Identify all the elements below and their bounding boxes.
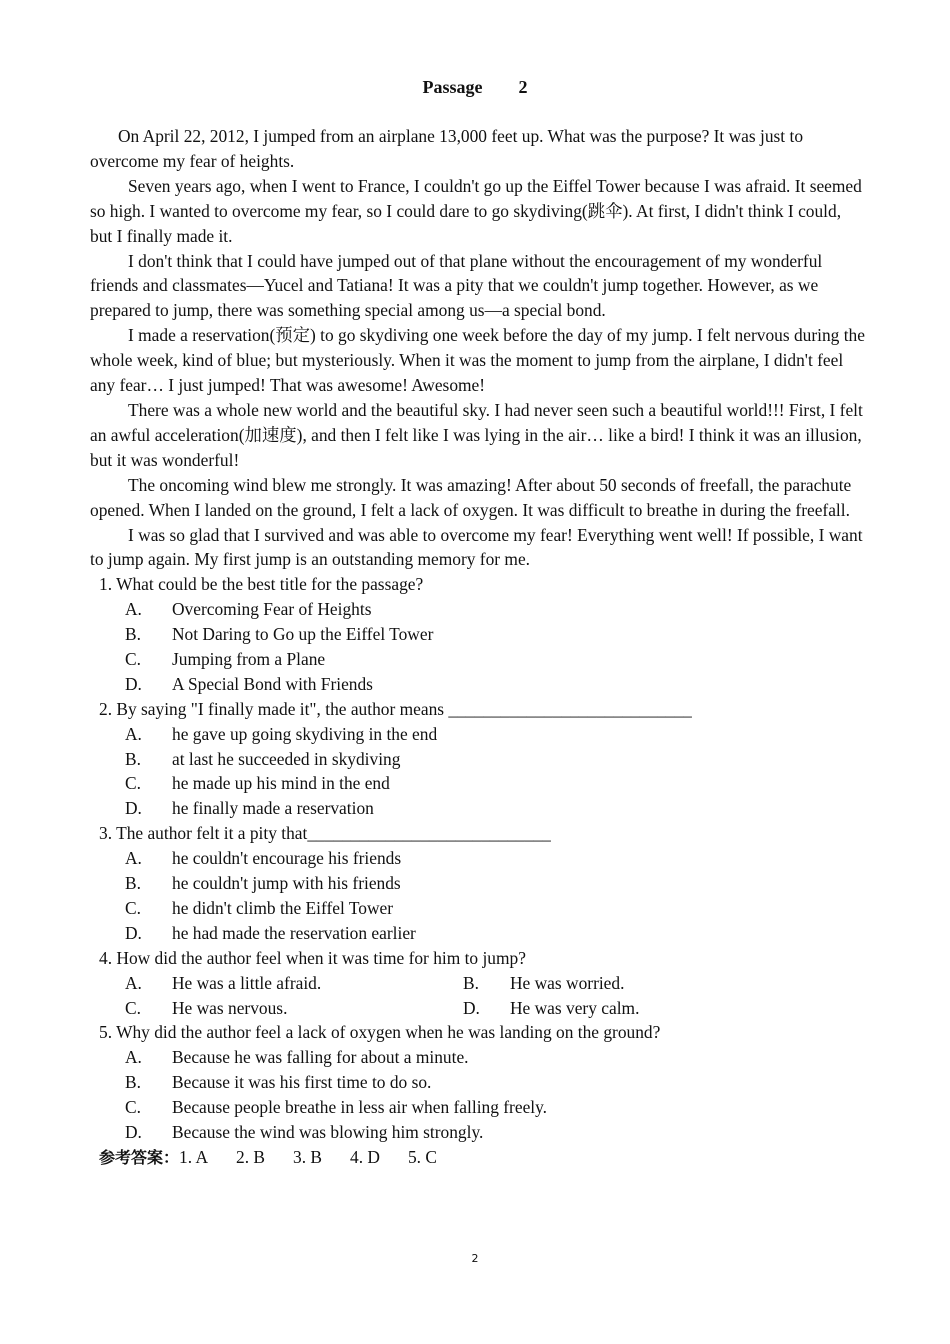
passage-paragraph: On April 22, 2012, I jumped from an airplane 13,000 feet up. What was the purpose? It was just to overcome my fear of heights. <box>90 126 804 171</box>
option-letter: A. <box>125 848 142 869</box>
option-c <box>90 647 865 672</box>
option-c <box>90 1095 865 1120</box>
option-text: Jumping from a Plane <box>172 649 326 669</box>
question-stem: 4. How did the author feel when it was time for him to jump? <box>99 947 526 968</box>
question-stem: 5. Why did the author feel a lack of oxygen when he was landing on the ground? <box>99 1022 661 1043</box>
option-letter: A. <box>125 1047 142 1068</box>
option-letter: B. <box>125 624 141 645</box>
option-b <box>90 747 865 772</box>
option-text: Because people breathe in less air when falling freely. <box>172 1097 548 1118</box>
option-text: He was a little afraid. <box>172 972 322 993</box>
option-letter: C. <box>125 1097 141 1118</box>
option-a <box>90 1045 865 1070</box>
passage-title <box>0 74 950 100</box>
option-text: he couldn't encourage his friends <box>172 848 402 869</box>
option-text: Overcoming Fear of Heights <box>172 599 372 620</box>
option-text: Because he was falling for about a minute. <box>172 1047 469 1068</box>
option-letter: A. <box>125 599 142 620</box>
option-text: He was nervous. <box>172 997 288 1018</box>
option-d <box>90 1120 865 1145</box>
option-text: he didn't climb the Eiffel Tower <box>172 897 394 918</box>
option-row <box>90 996 865 1021</box>
option-c <box>90 771 865 796</box>
option-letter: C. <box>125 997 141 1018</box>
question-stem: 1. What could be the best title for the passage? <box>99 574 424 595</box>
answer-key-label: 参考答案： <box>99 1147 180 1167</box>
option-letter: D. <box>463 997 480 1018</box>
option-b <box>90 871 865 896</box>
option-d <box>90 921 865 946</box>
option-d <box>90 796 865 821</box>
answer-item: 2. B <box>236 1146 266 1167</box>
question-stem: 2. By saying "I finally made it", the author means ____________________________ <box>99 698 692 719</box>
option-b <box>90 622 865 647</box>
passage-paragraph: I don't think that I could have jumped out of that plane without the encouragement of my wonderful friends and classmates—Yucel and Tatiana! It was a pity that we couldn't jump together. However, as we prepared to jump, there was something special among us—a special bond. <box>90 250 823 321</box>
option-text: He was very calm. <box>510 997 640 1018</box>
question-5 <box>90 1020 865 1144</box>
option-text: he couldn't jump with his friends <box>172 873 401 894</box>
option-text: Not Daring to Go up the Eiffel Tower <box>172 624 434 645</box>
passage-title-number: 2 <box>518 77 528 97</box>
option-letter: B. <box>125 748 141 769</box>
option-a <box>125 971 463 996</box>
answer-item: 1. A <box>179 1146 209 1167</box>
option-a <box>90 846 865 871</box>
option-letter: B. <box>463 972 479 993</box>
option-letter: D. <box>125 798 142 819</box>
page-number: 2 <box>471 1252 479 1265</box>
option-letter: C. <box>125 773 141 794</box>
option-text: He was worried. <box>510 972 625 993</box>
option-a <box>90 597 865 622</box>
option-d <box>90 672 865 697</box>
option-letter: A. <box>125 723 142 744</box>
option-letter: D. <box>125 922 142 943</box>
option-letter: B. <box>125 873 141 894</box>
passage-paragraph: The oncoming wind blew me strongly. It was amazing! After about 50 seconds of freefall, the parachute opened. When I landed on the ground, I felt a lack of oxygen. It was difficult to breathe in during the freefall. <box>90 474 852 520</box>
option-letter: C. <box>125 649 141 669</box>
question-4 <box>90 946 865 1021</box>
option-letter: C. <box>125 897 141 918</box>
option-letter: B. <box>125 1072 141 1093</box>
passage-paragraph: Seven years ago, when I went to France, I couldn't go up the Eiffel Tower because I was afraid. It seemed so high. I wanted to overcome my fear, so I could dare to go skydiving(跳伞). At first, I didn't think I could, but I finally made it. <box>90 175 862 246</box>
option-d <box>463 996 801 1021</box>
option-letter: A. <box>125 972 142 993</box>
option-b <box>90 1070 865 1095</box>
option-text: at last he succeeded in skydiving <box>172 748 401 769</box>
question-2 <box>90 697 865 821</box>
option-row <box>90 971 865 996</box>
option-text: A Special Bond with Friends <box>172 673 373 694</box>
passage-paragraph: I was so glad that I survived and was able to overcome my fear! Everything went well! If possible, I want to jump again. My first jump is an outstanding memory for me. <box>90 524 863 570</box>
option-letter: D. <box>125 1121 142 1142</box>
question-3 <box>90 821 865 945</box>
option-text: he gave up going skydiving in the end <box>172 723 438 744</box>
option-letter: D. <box>125 673 142 694</box>
question-1 <box>90 572 865 696</box>
option-c <box>90 896 865 921</box>
option-b <box>463 971 801 996</box>
passage-title-label: Passage <box>422 77 483 97</box>
passage-paragraph: I made a reservation(预定) to go skydiving one week before the day of my jump. I felt nervous during the whole week, kind of blue; but mysteriously. When it was the moment to jump from the airplane, I didn't feel any fear… I just jumped! That was awesome! Awesome! <box>90 325 865 396</box>
option-text: he finally made a reservation <box>172 798 374 819</box>
passage-paragraph: There was a whole new world and the beautiful sky. I had never seen such a beautiful world!!! First, I felt an awful acceleration(加速度), and then I felt like I was lying in the air… like a bird! I think it was an illusion, but it was wonderful! <box>90 399 863 470</box>
option-a <box>90 722 865 747</box>
option-text: Because the wind was blowing him strongly. <box>172 1121 484 1142</box>
answer-item: 3. B <box>293 1146 323 1167</box>
option-text: Because it was his first time to do so. <box>172 1072 432 1093</box>
option-c <box>125 996 463 1021</box>
passage-content <box>90 124 865 1171</box>
question-stem: 3. The author felt it a pity that____________________________ <box>99 823 551 844</box>
answer-item: 4. D <box>350 1146 380 1167</box>
answer-item: 5. C <box>407 1146 437 1167</box>
answer-key <box>90 1145 865 1171</box>
option-text: he made up his mind in the end <box>172 773 390 794</box>
option-text: he had made the reservation earlier <box>172 922 416 943</box>
